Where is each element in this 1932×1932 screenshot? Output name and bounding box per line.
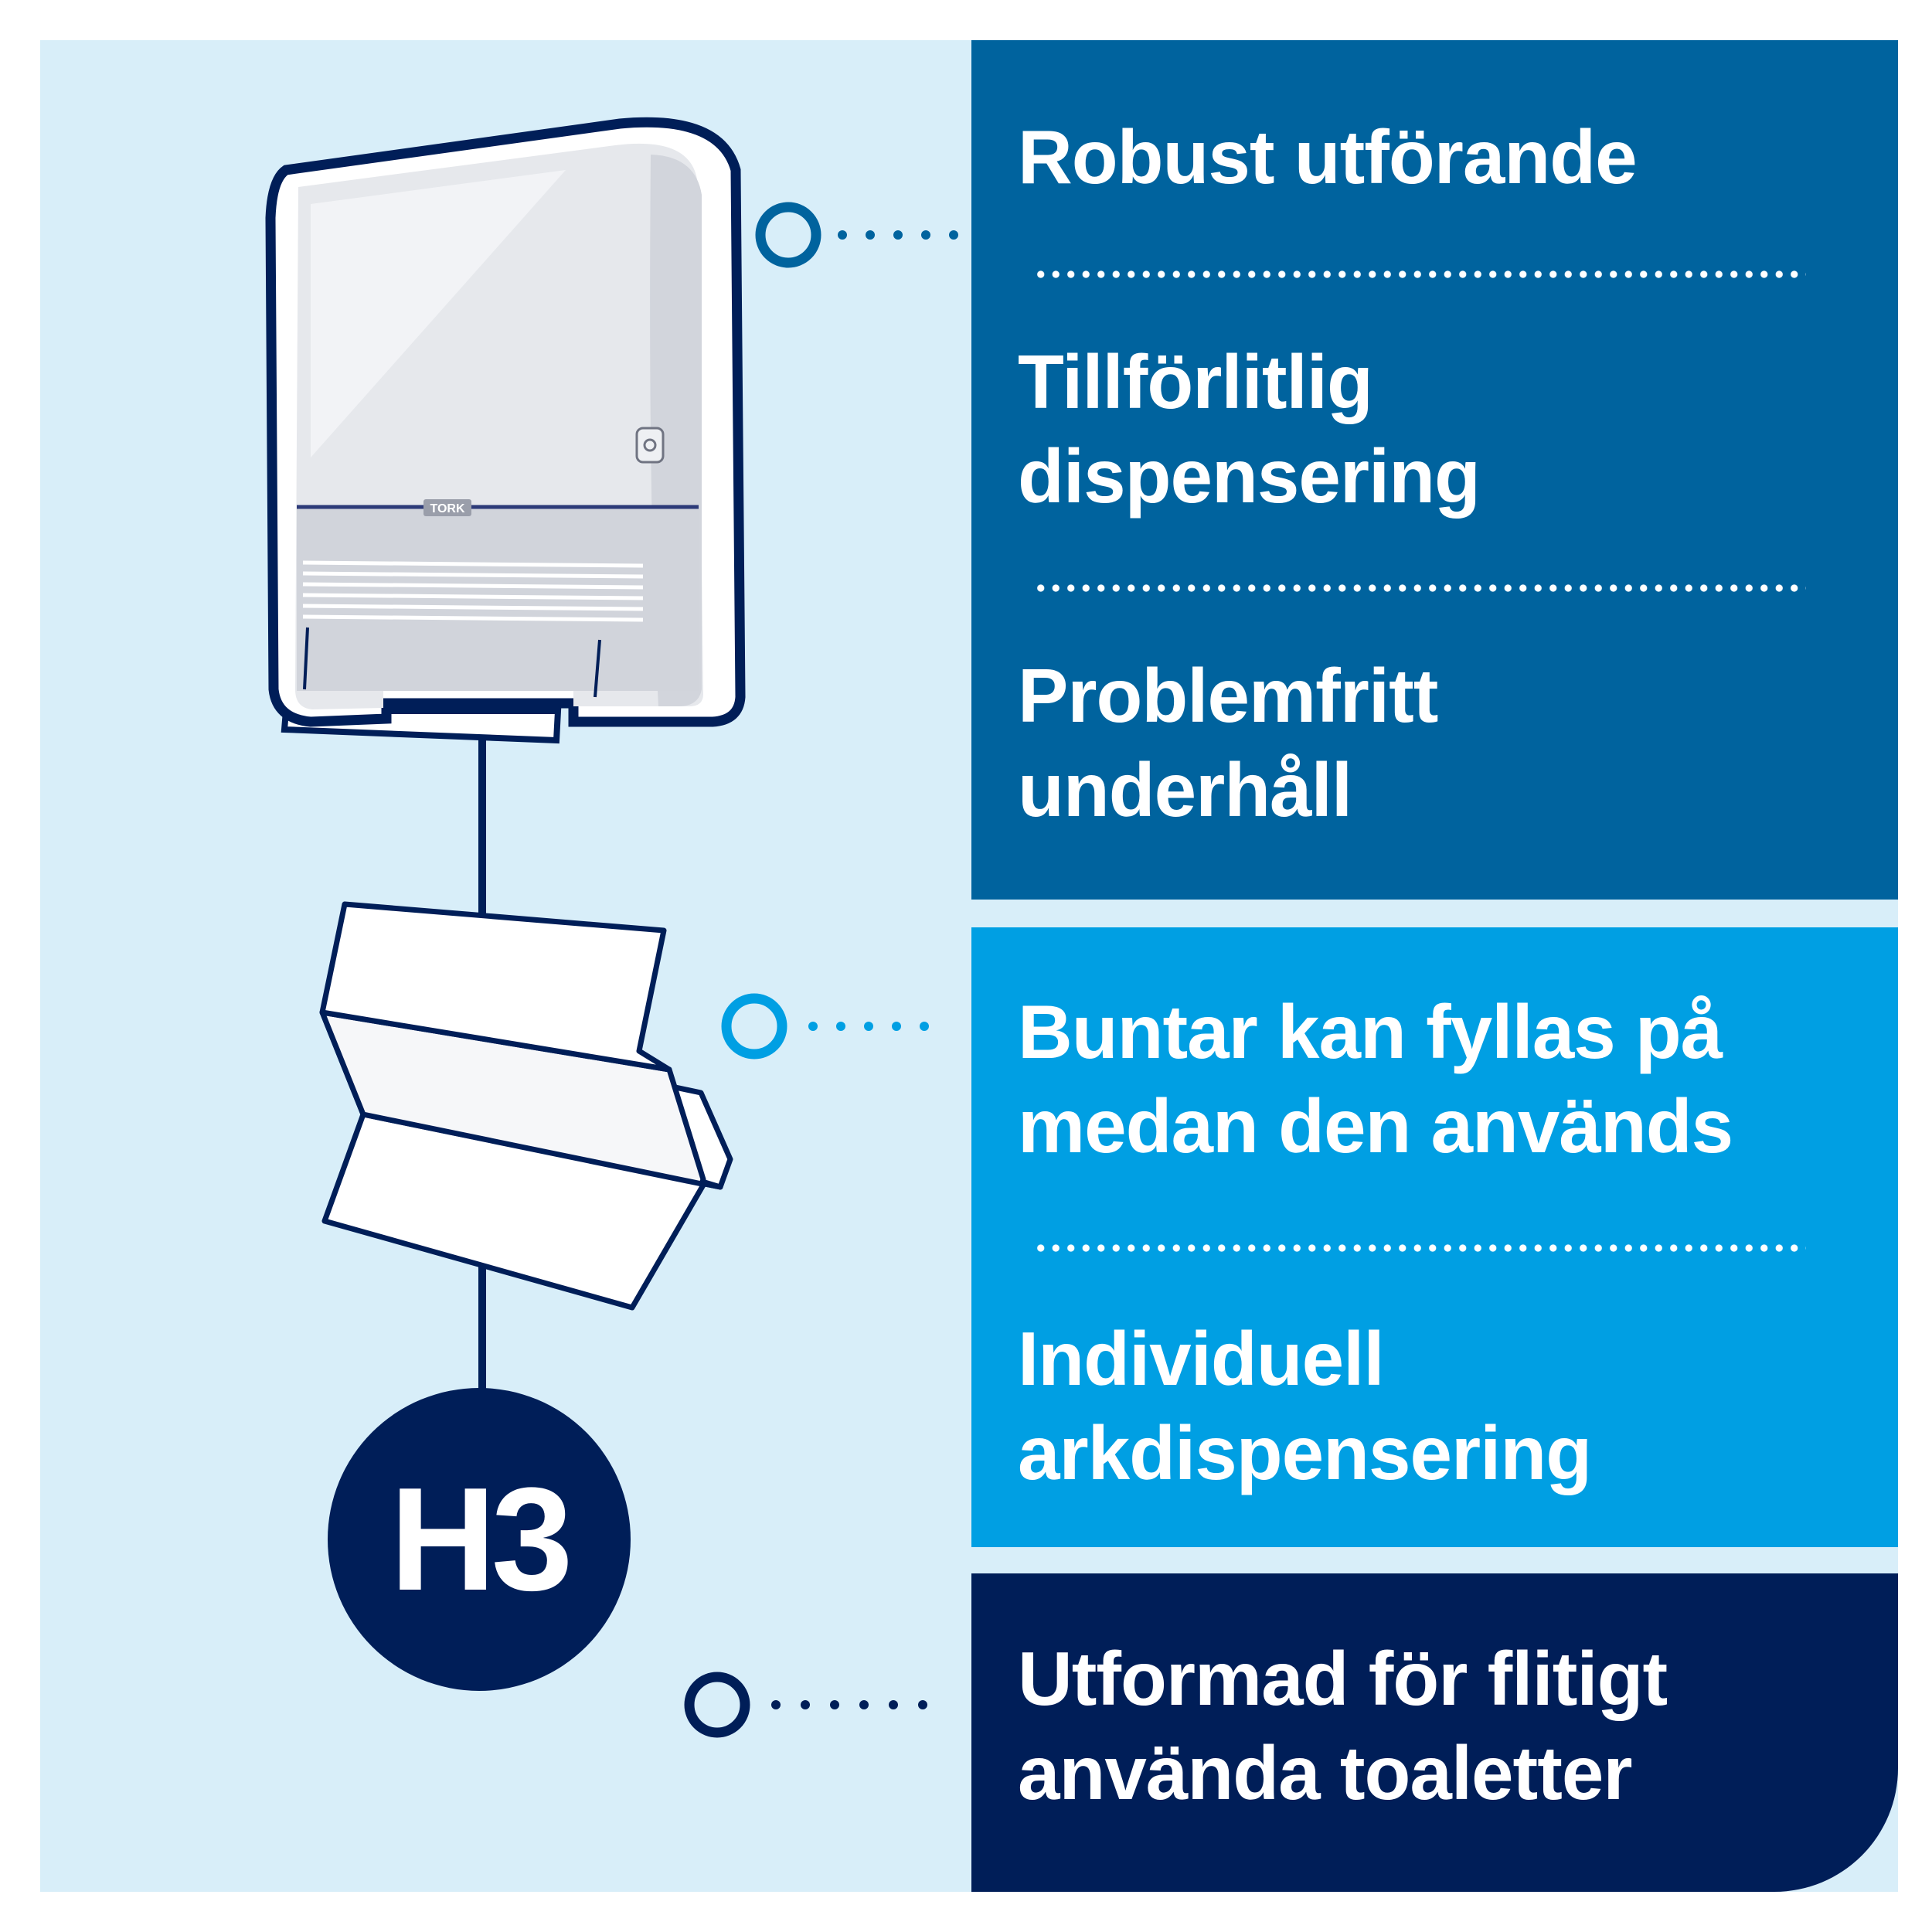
callout-robust (760, 207, 958, 263)
dotted-separator (1033, 270, 1806, 278)
feature-robust: Robust utförande (1018, 114, 1637, 199)
brand-logo: TORK (430, 502, 465, 515)
dotted-separator (1033, 584, 1806, 592)
feature-refill-line1: Buntar kan fyllas på (1018, 989, 1723, 1074)
lock-icon (637, 428, 663, 462)
dotted-separator (1033, 1244, 1806, 1252)
feature-sheet-line1: Individuell (1018, 1316, 1384, 1401)
callout-ring-icon (726, 998, 782, 1054)
feature-maintenance-line2: underhåll (1018, 747, 1352, 832)
feature-reliable-line1: Tillförlitlig (1018, 339, 1372, 424)
feature-traffic-line2: använda toaletter (1018, 1730, 1632, 1815)
feature-reliable-line2: dispensering (1018, 434, 1480, 519)
feature-traffic-line1: Utformad för flitigt (1018, 1636, 1668, 1721)
callout-traffic (689, 1677, 927, 1733)
feature-sheet-line2: arkdispensering (1018, 1410, 1592, 1495)
callout-refill (726, 998, 929, 1054)
feature-panel-bottom (971, 1573, 1898, 1892)
towel-dispenser-icon (270, 122, 740, 740)
category-badge: H3 (328, 1388, 631, 1691)
feature-panel-middle (971, 927, 1898, 1547)
feature-maintenance-line1: Problemfritt (1018, 653, 1438, 738)
folded-towel-icon (322, 904, 730, 1308)
callout-ring-icon (689, 1677, 745, 1733)
feature-panel-top (971, 40, 1898, 900)
callout-ring-icon (760, 207, 816, 263)
infographic (40, 40, 1898, 1892)
feature-refill-line2: medan den används (1018, 1083, 1733, 1168)
